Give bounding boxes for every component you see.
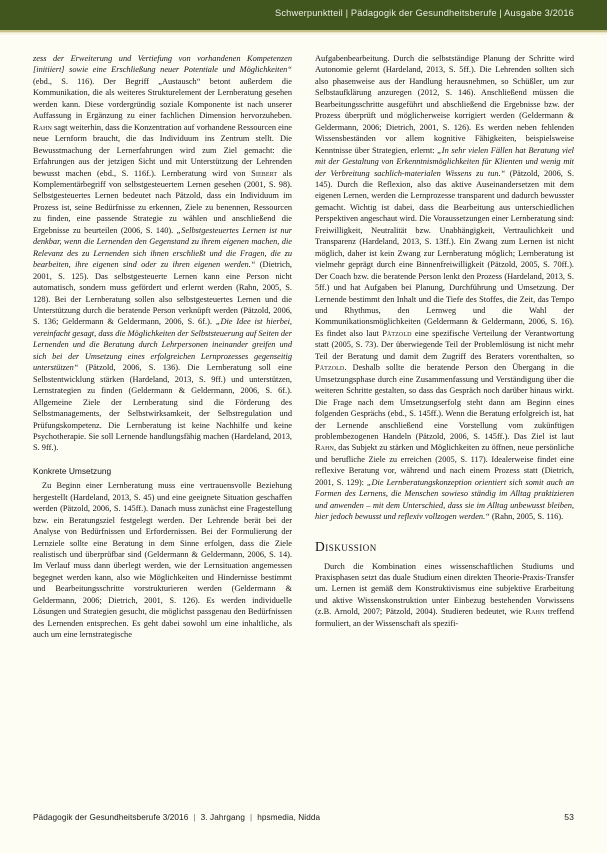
footer-separator-1: | [193,813,196,822]
paragraph-continuation-right [315,53,574,523]
body-text: treffend formuliert, an der Wissenschaft als spezifi- [315,607,575,628]
author-name-siebert: Siebert [251,168,278,178]
page-number: 53 [564,812,574,822]
body-text: Durch die Kombination eines wissenschaftlichen Studiums und Praxisphasen setzt das duale Studium einen direkten Theorie-Praxis-Transfer um. Lernen ist gemäß dem Konstruktivismus eine subjektive Erarbeitung und aktive Wissenskonstruktion unter Einbezug bestehenden Vorwissens (z.B. Arnold, 2007; Pätzold, 2004). Studieren bedeutet, wie [315,561,574,617]
body-text: (Pätzold, 2006, S. 145). Durch die Reflexion, also das aktive Auseinandersetzen mit dem eigenen Lernen, werden die Lernprozesse transparent und dadurch bewusster gemacht. Wichtig ist dabei, dass die Bearbeitung aus unterschiedlichen Perspektiven angeschaut wird. Die Voraussetzungen einer Lernberatung sind: Freiwilligkeit, Neutralität bzw. Unabhängigkeit, Vertraulichkeit und Transparenz (Hardeland, 2013, S. 13ff.). Ein Zwang zum Lernen ist nicht möglich, daher ist kein Zwang zur Lernberatung möglich; Lernberatung ist vielmehr geprägt durch eine Binnenfreiwilligkeit (Pätzold, 2005, S. 70ff.). Der Coach bzw. die beratende Person lenkt den Prozess (Hardeland, 2013, S. 5ff.) und hat Aufgaben bei Planung, Durchführung und Umsetzung. Der Lernende bestimmt den Inhalt und die Tiefe des Stoffes, die Zeit, das Tempo und Rhythmus, den Lernweg und die Wahl der Kommunikationsmöglichkeiten (Geldermann & Geldermann, 2006, S. 16). Es findet also laut [315,168,574,338]
section-heading-diskussion: Diskussion [315,538,377,554]
body-text: (Rahn, 2005, S. 116). [489,512,564,522]
body-text: (Pätzold, 2006, S. 136). Die Lernberatung soll eine Selbstentwicklung stärken (Hardeland, 2013, S. 9ff.) und unterstützen, Lernstrategien zu finden (Geldermann & Geldermann, 2006, S. 6f.). Allgemeine Ziele der Lernberatung sind die Förderung des Selbstmanagements, der Selbstwirksamkeit, der Selbstregulation und Prüfungskompetenz. Die Lernberatung ist keine Nachhilfe und keine Psychotherapie. Sie soll Lernende handlungsfähig machen (Hardeland, 2013, S. 9ff.). [33,363,292,453]
body-columns [33,53,574,790]
author-name-paetzold-2: Pätzold [315,363,345,373]
author-name-rahn: Rahn [33,122,52,132]
body-text: (ebd., S. 116). Der Begriff „Austausch“ betont außerdem die Kommunikation, die als weiteres Strukturelement der Lernberatung gesehen werden kann. Diese vordergründig soziale Komponente ist nach unserer Auffassung in Ergänzung zu einer fachlichen Dimension hervorzuheben. [33,76,292,121]
header-rule-tertiary [0,33,607,35]
author-name-rahn-3: Rahn [525,607,545,617]
paragraph-diskussion [315,561,574,630]
block-quote-2: „Die Idee ist hierbei, vereinfacht gesagt, dass die Möglichkeiten der Selbststeuerung auf Seiten der Lernenden und die Beratung durch Lehrpersonen ineinander greifen und sich bei der Umsetzung eines erfolgreichen Lernprozesses gegenseitig unterstützen“ [33,317,293,373]
body-text: sagt weiterhin, dass die Konzentration auf vorhandene Ressourcen eine neue Lernform braucht, die das Individuum ins Zentrum stellt. Die Bewusstmachung der Lernerfahrungen wird zum Ziel gemacht: die Erfahrungen aus der jetzigen Sicht und mit Unterstützung der Lehrenden bewusst machen (ebd., S. 116f.). Lernberatung wird von [33,122,293,178]
header-breadcrumb: Schwerpunktteil | Pädagogik der Gesundheitsberufe | Ausgabe 3/2016 [275,8,574,18]
paragraph-konkrete-umsetzung: Zu Beginn einer Lernberatung muss eine vertrauensvolle Beziehung hergestellt (Hardeland, 2013, S. 45) und eine geeignete Situation geschaffen werden (Pätzold, 2006, S. 145ff.). Danach muss zunächst eine Fragestellung bzw. ein Beratungsziel festgelegt werden. Der Lehrende berät bei der Analyse von Bedürfnissen und Erfordernissen. Bei der Formulierung der Lernziele sollte eine Beratung in dem Sinne erfolgen, dass die Ziele realistisch und überprüfbar sind (Geldermann & Geldermann, 2006, S. 14). Im Verlauf muss dann überlegt werden, wie der Lernsituation angemessen begegnet werden kann, also wie Möglichkeiten und Hindernisse bestimmt und Bearbeitungsschritte vorstrukturieren werden (Geldermann & Geldermann, 2006; Dietrich, 2001, S. 126). Es werden individuelle Lösungen und Strategien gesucht, die möglichst passgenau den Bedürfnissen des Lernenden entsprechen. Es geht dabei sowohl um eine inhaltliche, als auch um eine lernstrategische [33,481,292,640]
body-text: als Komplementärbegriff von selbstgesteuertem Lernen gesehen (2001, S. 98). Selbstgesteuertes Lernen bedeutet nach Pätzold, dass ein Individuum im Prozess ist, seine Bedürfnisse zu erkennen, Ziele zu benennen, Ressourcen zu finden, eine passende Strategie zu wählen und anschließend die Ergebnisse zu beurteilen (2006, S. 140). [33,168,292,235]
footer-separator-2: | [249,813,253,822]
page-footer [33,812,574,822]
quote-text: zess der Erweiterung und Vertiefung von vorhandenen Kompetenzen [initiiert] sowie eine Erschließung neuer Potentiale und Möglichkeiten“ [33,54,292,75]
footer-journal: Pädagogik der Gesundheitsberufe 3/2016 [33,813,189,822]
right-column [315,53,574,790]
author-name-rahn-2: Rahn [315,443,334,453]
block-quote-3: „In sehr vielen Fällen hat Beratung viel mit der Gestaltung von Erkenntnismöglichkeiten für Klienten und wenig mit der Verbreitung sachlich-materialen Wissens zu tun.“ [315,145,574,178]
body-text: eine spezifische Verteilung der Verantwortung statt (2005, S. 73). Der überwiegende Teil der Problemlösung ist nicht mehr Teil der Beratung und damit dem Zugriff des Beraters vorenthalten, so [315,328,574,361]
paragraph-continuation [33,53,292,454]
body-text: Aufgabenbearbeitung. Durch die selbstständige Planung der Schritte wird Autonomie gelernt (Hardeland, 2013, S. 5ff.). Die Lehrenden sollten sich also phasenweise aus der Handlung herausnehmen, so Schüßler, um zur Selbstaufklärung anzuregen (2012, S. 146). Anschließend müssen die Bearbeitungsschritte ausgeführt und abschließend die Ergebnisse bzw. der Prozess überprüft und möglicherweise korrigiert werden (Geldermann & Geldermann, 2006; Dietrich, 2001, S. 126). Es werden neben fehlenden Wissensbeständen vor allem kognitive Fähigkeiten, beispielsweise Kenntnisse über Strategien, erlernt: [315,54,574,155]
author-name-paetzold-1: Pätzold [382,328,412,338]
block-quote-1: „Selbstgesteuertes Lernen ist nur denkbar, wenn die Lernenden den Gegenstand zu ihrem eigenen machen, die Relevanz des zu Lernenden sich ihnen erschließt und die Fragen, die zu bearbeiten, ihre eigenen sind oder zu ihren eigenen werden.“ [33,225,292,270]
page-header-band [0,0,607,30]
footer-publisher: hpsmedia, Nidda [257,813,321,822]
left-column [33,53,292,790]
body-text: , das Subjekt zu stärken und Möglichkeiten zu öffnen, neue persönliche und berufliche Ziele zu erreichen (2005, S. 117). Idealerweise findet eine reflexive Beratung vor, während und nach einem Prozess statt (Dietrich, 2001, S. 129): [315,443,574,487]
subheading-konkrete-umsetzung: Konkrete Umsetzung [33,465,112,476]
block-quote-4: „Die Lernberatungskonzeption orientiert sich somit auch an Formen des Lernens, die Menschen sowieso ständig im Alltag praktizieren und anwenden – mit dem Unterschied, dass sie im Alltag unbewusst bleiben, hier jedoch bewusst und reflexiv vollzogen werden.“ [315,477,575,522]
body-text: . Deshalb sollte die beratende Person den Übergang in die Umsetzungsphase durch eine Zusammenfassung und Verständigung über die weiteren Schritte gestalten, so dass das Gespräch noch darüber hinaus wirkt. Die Frage nach dem Umsetzungserfolg steht dann am Beginn eines folgenden Gesprächs (ebd., S. 145ff.). Wenn die Beratung erfolgreich ist, hat der Lernende anschließend eine Vorstellung vom zukünftigen problembezogenen Handeln (Pätzold, 2006, S. 145ff.). Das Ziel ist laut [315,363,574,441]
footer-citation [33,813,320,822]
footer-volume: 3. Jahrgang [200,813,245,822]
body-text: (Dietrich, 2001, S. 125). Das selbstgesteuerte Lernen kann eine Person nicht automatisch, sondern muss gefördert und erlernt werden (Rahn, 2005, S. 128). Bei der Lernberatung sollen also selbstgesteuertes Lernen und die Unterstützung durch die beratende Person verknüpft werden (Pätzold, 2006, S. 136; Geldermann & Geldermann, 2006, S. 6f.). [33,260,292,327]
